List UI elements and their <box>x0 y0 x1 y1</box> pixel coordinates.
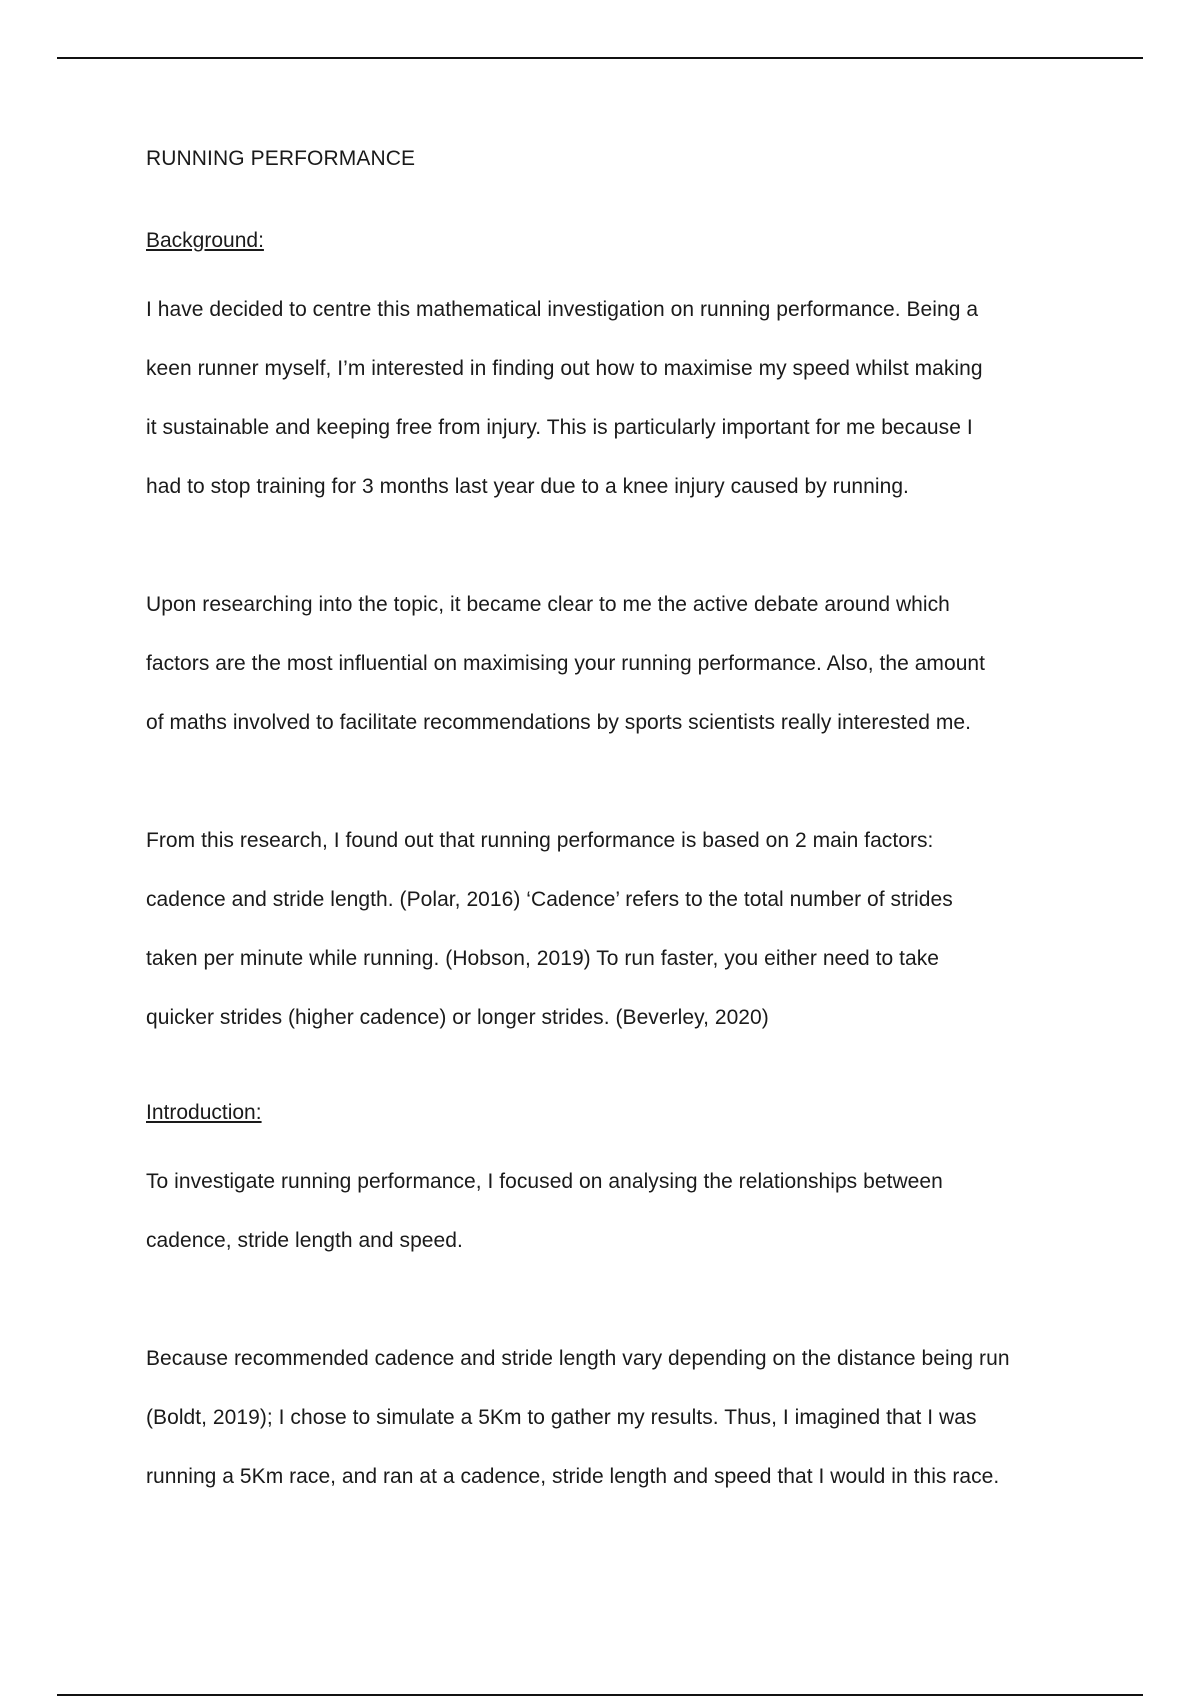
text-line: Because recommended cadence and stride length vary depending on the distance being run <box>146 1347 1010 1370</box>
text-line: keen runner myself, I’m interested in finding out how to maximise my speed whilst making <box>146 357 983 380</box>
text-line: cadence, stride length and speed. <box>146 1229 463 1252</box>
section-introduction <box>146 1094 1086 1506</box>
text-line: Upon researching into the topic, it became clear to me the active debate around which <box>146 593 950 616</box>
text-line: I have decided to centre this mathematical investigation on running performance. Being a <box>146 298 979 321</box>
paragraph-introduction-2 <box>146 1329 1086 1506</box>
text-line: it sustainable and keeping free from injury. This is particularly important for me because I <box>146 416 973 439</box>
text-line: (Boldt, 2019); I chose to simulate a 5Km to gather my results. Thus, I imagined that I was <box>146 1406 977 1429</box>
section-background <box>146 222 1086 1047</box>
section-heading-introduction: Introduction: <box>146 1101 262 1124</box>
text-line: had to stop training for 3 months last year due to a knee injury caused by running. <box>146 475 909 498</box>
document-title: RUNNING PERFORMANCE <box>146 147 416 170</box>
header-rule <box>57 57 1143 59</box>
section-heading-background: Background: <box>146 229 264 252</box>
text-line: factors are the most influential on maximising your running performance. Also, the amount <box>146 652 986 675</box>
text-line: taken per minute while running. (Hobson, 2019) To run faster, you either need to take <box>146 947 940 970</box>
document-body <box>146 140 1086 1565</box>
text-line: cadence and stride length. (Polar, 2016) ‘Cadence’ refers to the total number of strides <box>146 888 953 911</box>
paragraph-background-1 <box>146 280 1086 516</box>
text-line: running a 5Km race, and ran at a cadence, stride length and speed that I would in this race. <box>146 1465 1000 1488</box>
paragraph-background-3 <box>146 811 1086 1047</box>
paragraph-introduction-1 <box>146 1152 1086 1270</box>
paragraph-background-2 <box>146 575 1086 752</box>
footer-rule <box>57 1694 1143 1696</box>
text-line: To investigate running performance, I focused on analysing the relationships between <box>146 1170 943 1193</box>
text-line: of maths involved to facilitate recommendations by sports scientists really interested me. <box>146 711 972 734</box>
text-line: From this research, I found out that running performance is based on 2 main factors: <box>146 829 934 852</box>
text-line: quicker strides (higher cadence) or longer strides. (Beverley, 2020) <box>146 1006 769 1029</box>
